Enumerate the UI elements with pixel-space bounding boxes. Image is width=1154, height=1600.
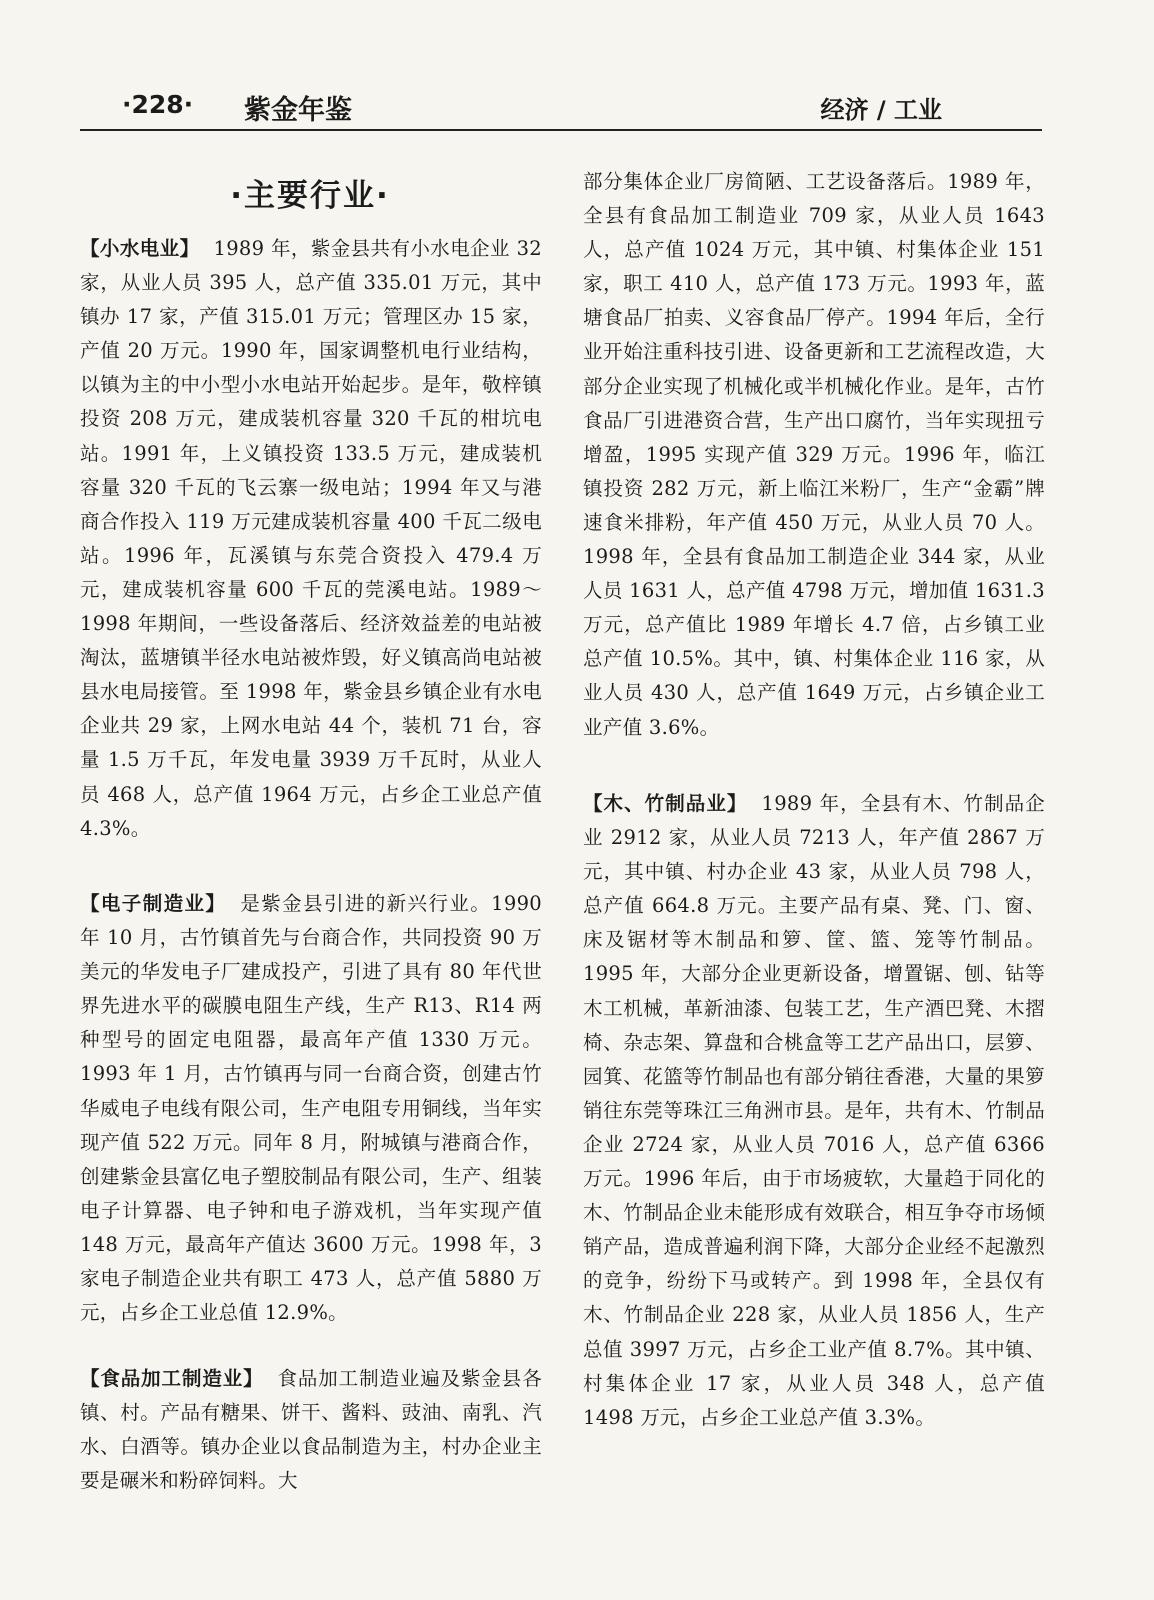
header-rule — [80, 129, 1042, 131]
entry-wood-bamboo — [583, 787, 1045, 1435]
entry-hydropower — [80, 232, 542, 846]
entry-text: 食品加工制造业遍及紫金县各镇、村。产品有糖果、饼干、酱料、豉油、南乳、汽水、白酒等。镇办企业以食品制造为主，村办企业主要是碾米和粉碎饲料。大 — [80, 1367, 542, 1493]
entry-text: 部分集体企业厂房简陋、工艺设备落后。1989 年，全县有食品加工制造业 709 家，从业人员 1643 人，总产值 1024 万元，其中镇、村集体企业 151 家，职工 410 人，总产值 173 万元。1993 年，蓝塘食品厂拍卖、义容食品厂停产。1994 年后，全行业开始注重科技引进、设备更新和工艺流程改造，大部分企业实现了机械化或半机械化作业。是年，古竹食品厂引进港资合营，生产出口腐竹，当年实现扭亏增盈，1995 实现产值 329 万元。1996 年，临江镇投资 282 万元，新上临江米粉厂，生产“金霸”牌速食米排粉，年产值 450 万元，从业人员 70 人。1998 年，全县有食品加工制造企业 344 家，从业人员 1631 人，总产值 4798 万元，增加值 1631.3 万元，总产值比 1989 年增长 4.7 倍，占乡镇工业总产值 10.5%。其中，镇、村集体企业 116 家，从业人员 430 人，总产值 1649 万元，占乡镇企业工业产值 3.6%。 — [583, 170, 1045, 739]
entry-heading: 【小水电业】 — [80, 237, 200, 260]
section-title: ·主要行业· — [230, 178, 390, 214]
entry-text: 是紫金县引进的新兴行业。1990 年 10 月，古竹镇首先与台商合作，共同投资 90 万美元的华发电子厂建成投产，引进了具有 80 年代世界先进水平的碳膜电阻生产线，生产 R13、R14 两种型号的固定电阻器，最高年产值 1330 万元。1993 年 1 月，古竹镇再与同一台商合资，创建古竹华威电子电线有限公司，生产电阻专用铜线，当年实现产值 522 万元。同年 8 月，附城镇与港商合作，创建紫金县富亿电子塑胶制品有限公司，生产、组装电子计算器、电子钟和电子游戏机，当年实现产值 148 万元，最高年产值达 3600 万元。1998 年，3 家电子制造企业共有职工 473 人，总产值 5880 万元，占乡企工业总值 12.9%。 — [80, 892, 542, 1325]
entry-food-processing — [80, 1362, 542, 1498]
entry-heading: 【木、竹制品业】 — [583, 792, 748, 815]
page-number: ·228· — [122, 90, 194, 119]
page-header — [80, 86, 1042, 126]
book-title: 紫金年鉴 — [244, 95, 352, 126]
entry-text: 1989 年，紫金县共有小水电企业 32 家，从业人员 395 人，总产值 335.01 万元，其中镇办 17 家，产值 315.01 万元；管理区办 15 家，产值 20 万元。1990 年，国家调整机电行业结构，以镇为主的中小型小水电站开始起步。是年，敬梓镇投资 208 万元，建成装机容量 320 千瓦的柑坑电站。1991 年，上义镇投资 133.5 万元，建成装机容量 320 千瓦的飞云寨一级电站；1994 年又与港商合作投入 119 万元建成装机容量 400 千瓦二级电站。1996 年，瓦溪镇与东莞合资投入 479.4 万元，建成装机容量 600 千瓦的莞溪电站。1989～1998 年期间，一些设备落后、经济效益差的电站被淘汰，蓝塘镇半径水电站被炸毁，好义镇高尚电站被县水电局接管。至 1998 年，紫金县乡镇企业有水电企业共 29 家，上网水电站 44 个，装机 71 台，容量 1.5 万千瓦，年发电量 3939 万千瓦时，从业人员 468 人，总产值 1964 万元，占乡企工业总产值 4.3%。 — [80, 237, 542, 840]
entry-text: 1989 年，全县有木、竹制品企业 2912 家，从业人员 7213 人，年产值 2867 万元，其中镇、村办企业 43 家，从业人员 798 人，总产值 664.8 万元。主要产品有桌、凳、门、窗、床及锯材等木制品和箩、筐、篮、笼等竹制品。1995 年，大部分企业更新设备，增置锯、刨、钻等木工机械，革新油漆、包装工艺，生产酒巴凳、木摺椅、杂志架、算盘和合桃盒等工艺产品出口，层箩、园箕、花篮等竹制品也有部分销往香港，大量的果箩销往东莞等珠江三角洲市县。是年，共有木、竹制品企业 2724 家，从业人员 7016 人，总产值 6366 万元。1996 年后，由于市场疲软，大量趋于同化的木、竹制品企业未能形成有效联合，相互争夺市场倾销产品，造成普遍利润下降，大部分企业经不起激烈的竞争，纷纷下马或转产。到 1998 年，全县仅有木、竹制品企业 228 家，从业人员 1856 人，生产总值 3997 万元，占乡企工业产值 8.7%。其中镇、村集体企业 17 家，从业人员 348 人，总产值 1498 万元，占乡企工业总产值 3.3%。 — [583, 792, 1046, 1429]
entry-heading: 【电子制造业】 — [80, 892, 227, 915]
section-path: 经济 / 工业 — [820, 96, 942, 124]
entry-electronics — [80, 887, 542, 1330]
entry-food-processing-continued — [583, 165, 1045, 745]
entry-heading: 【食品加工制造业】 — [80, 1367, 264, 1390]
